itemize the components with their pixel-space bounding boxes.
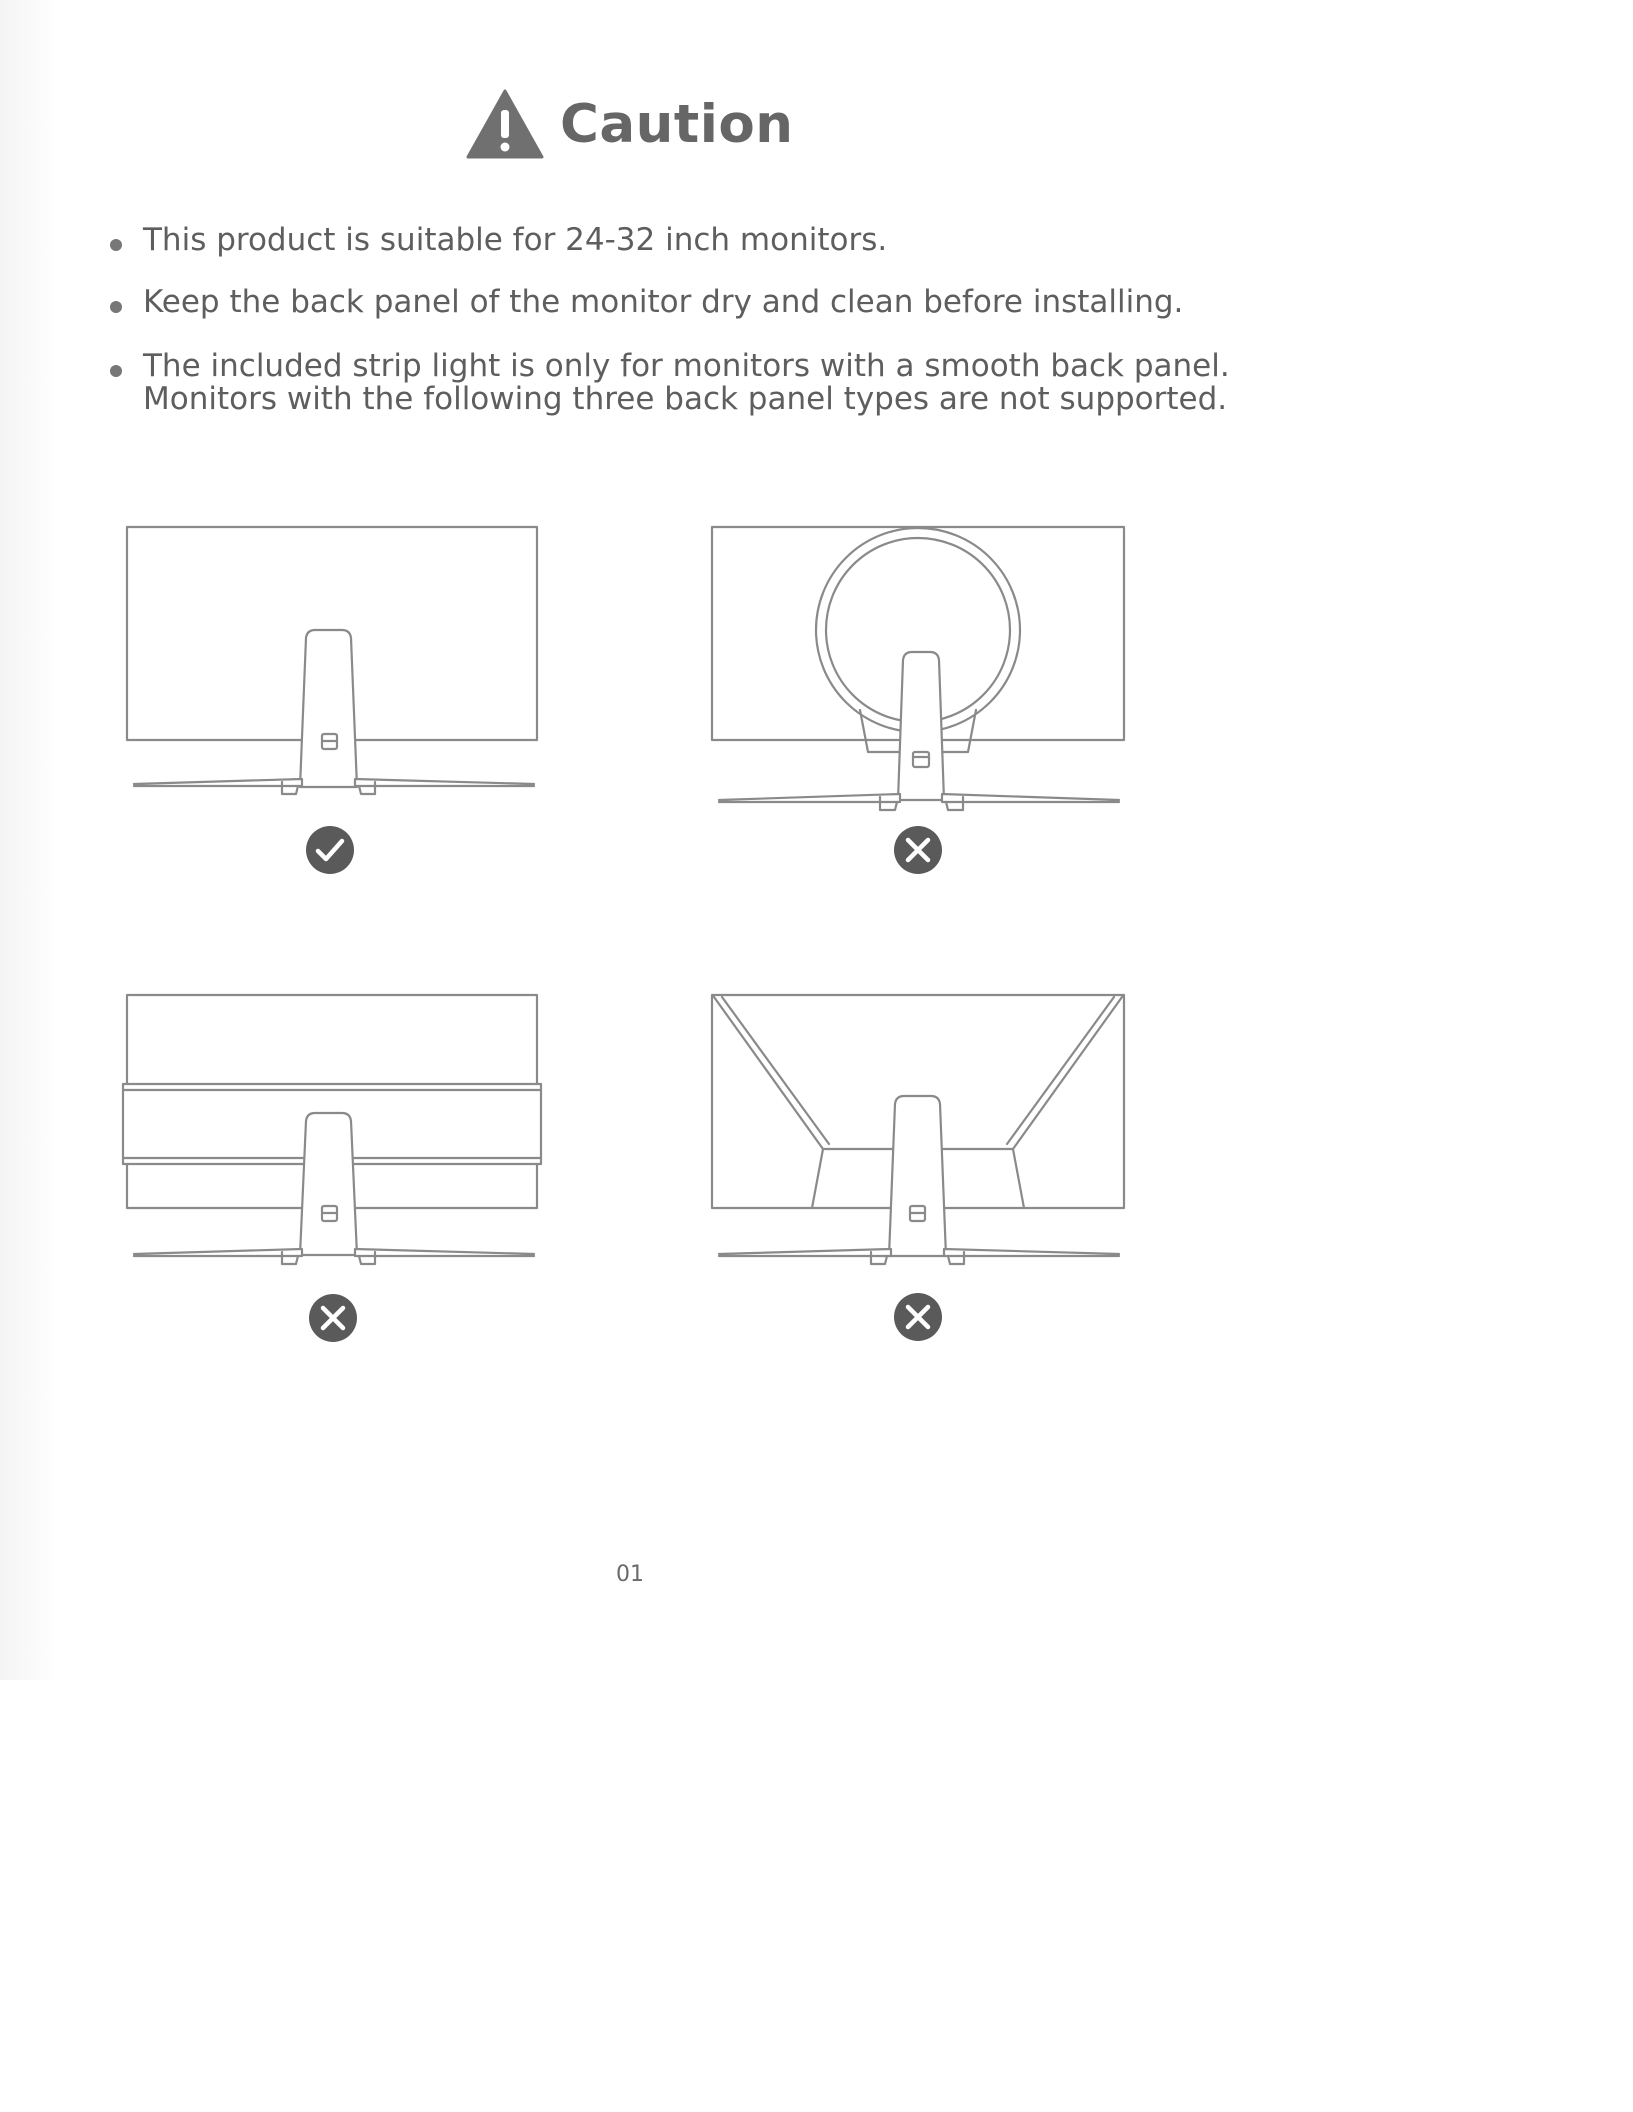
monitor-angled-back-illustration — [705, 988, 1135, 1278]
list-item: The included strip light is only for monitors with a smooth back panel. Monitors with the following three back panel types are not supported. — [108, 350, 1258, 416]
x-circle-icon — [893, 1292, 943, 1342]
monitor-banded-back-illustration — [120, 988, 550, 1278]
check-circle-icon — [305, 825, 355, 875]
x-circle-icon — [308, 1293, 358, 1343]
x-circle-icon — [893, 825, 943, 875]
scan-edge-shade — [0, 0, 60, 1680]
page-number: 01 — [616, 1562, 644, 1587]
monitor-circular-back-illustration — [705, 520, 1135, 820]
warning-triangle-icon — [466, 88, 544, 160]
caution-heading — [466, 84, 794, 164]
monitor-smooth-back-illustration — [120, 520, 550, 800]
page-title: Caution — [560, 93, 794, 155]
list-item: This product is suitable for 24-32 inch monitors. — [108, 224, 1258, 257]
list-item: Keep the back panel of the monitor dry and clean before installing. — [108, 286, 1258, 319]
caution-list — [108, 224, 1258, 416]
